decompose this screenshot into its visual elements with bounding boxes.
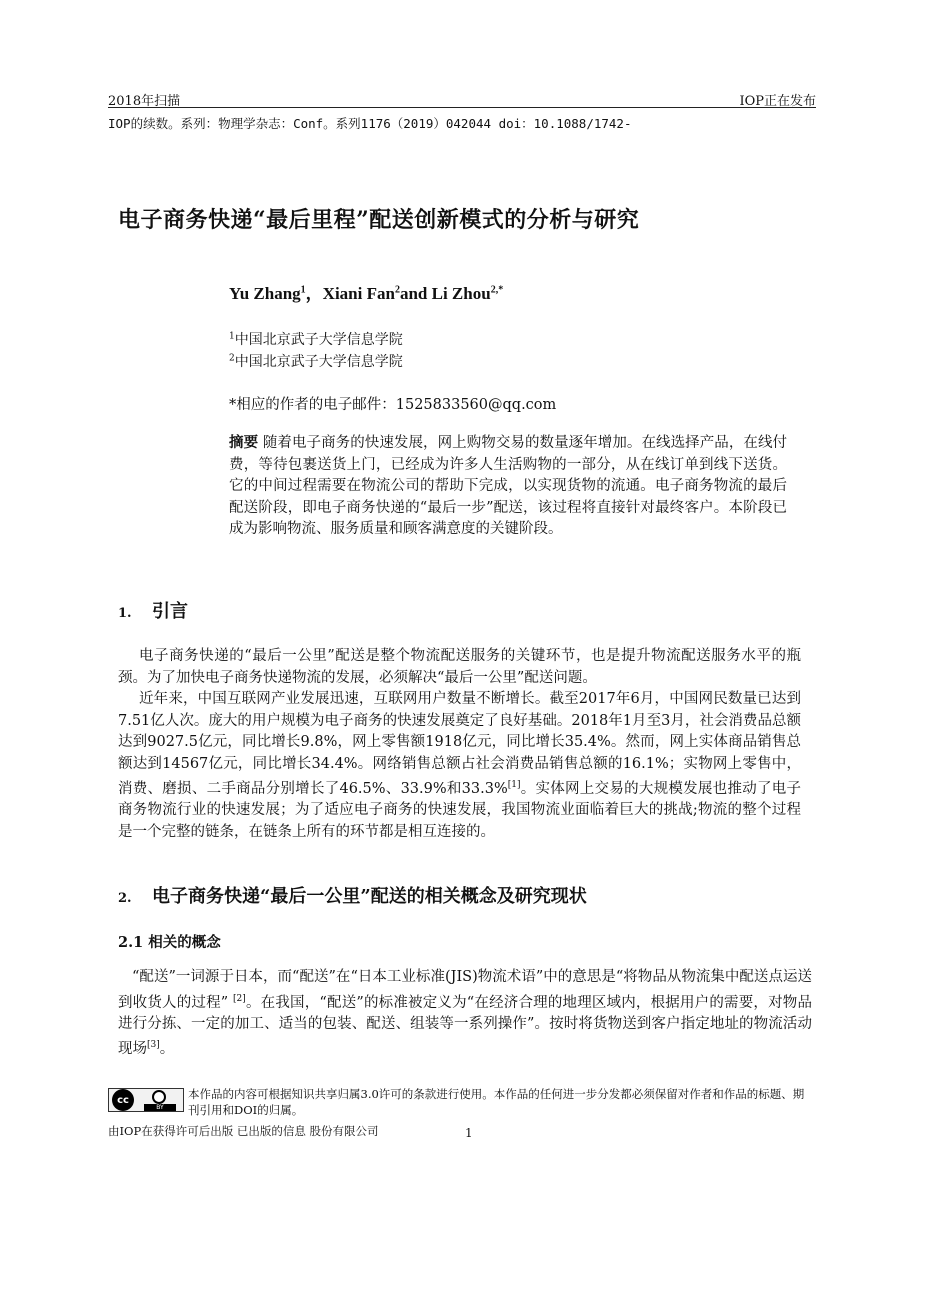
by-icon (138, 1089, 182, 1111)
section-2-1-heading: 2.1 相关的概念 (118, 934, 221, 951)
affiliation-2 (229, 351, 403, 371)
by-label: BY (144, 1104, 176, 1111)
cc-icon: cc (112, 1089, 134, 1111)
section-2-1-paragraph (118, 967, 812, 1061)
paper-title: 电子商务快递“最后里程”配送创新模式的分析与研究 (118, 207, 640, 233)
affiliation-1-sup: 1 (229, 331, 235, 342)
affiliation-2-sup: 2 (229, 353, 235, 364)
author-2: Xiani Fan (322, 284, 395, 303)
section-1-paragraph-2-rest: 。实体网上交易的大规模发展也推动了电子商务物流行业的快速发展；为了适应电子商务的快速发展，我国物流业面临着巨大的挑战;物流的整个过程是一个完整的链条，在链条上所有的环节都是相互连接的。 (118, 780, 801, 840)
section-2-heading (118, 882, 587, 908)
header-right: IOP正在发布 (739, 94, 816, 109)
author-1-sup: 1 (300, 284, 306, 296)
abstract-label: 摘要 (229, 434, 259, 451)
page-number: 1 (465, 1126, 473, 1140)
author-and: and (399, 284, 432, 303)
author-separator: ， (305, 284, 323, 303)
author-3: Li Zhou (431, 284, 491, 303)
publisher-line: 由IOP在获得许可后出版 已出版的信息 股份有限公司 (108, 1124, 379, 1138)
section-1-paragraph-1: 电子商务快递的“最后一公里”配送是整个物流配送服务的关键环节，也是提升物流配送服务水平的瓶颈。为了加快电子商务快递物流的发展，必须解决“最后一公里”配送问题。 (118, 648, 801, 686)
header-left: 2018年扫描 (108, 94, 181, 109)
section-2-title: 电子商务快递“最后一公里”配送的相关概念及研究现状 (152, 886, 587, 907)
section-2-number: 2. (118, 891, 132, 906)
affiliation-1 (229, 329, 403, 349)
author-2-sup: 2 (394, 284, 400, 296)
section-1-title: 引言 (152, 601, 188, 622)
section-1-paragraph-2 (118, 689, 801, 843)
affiliation-2-text: 中国北京武子大学信息学院 (234, 354, 403, 370)
section-1-heading (118, 597, 188, 623)
author-list (229, 279, 503, 304)
section-2-1-text-end: 。 (159, 1041, 175, 1058)
author-3-sup: 2,* (490, 284, 504, 296)
reference-3: [3] (147, 1040, 160, 1051)
affiliation-1-text: 中国北京武子大学信息学院 (234, 332, 403, 348)
section-1-number: 1. (118, 606, 132, 621)
abstract (229, 432, 787, 541)
citation-line: IOP的续数。系列：物理学杂志：Conf。系列1176（2019）042044 doi：10.1088/1742- (108, 116, 632, 131)
reference-1: [1] (507, 780, 521, 790)
section-2-1-text-mid: 。在我国，“配送”的标准被定义为“在经济合理的地理区域内，根据用户的需要，对物品进行分拣、一定的加工、适当的包装、配送、组装等一系列操作”。按时将货物送到客户指定地址的物流活动现场 (118, 994, 812, 1058)
corresponding-email: *相应的作者的电子邮件：1525833560@qq.com (229, 397, 557, 413)
section-2-1-text: “配送”一词源于日本，而“配送”在“日本工业标准(JIS)物流术语”中的意思是“将物品从物流集中配送点运送到收货人的过程” (118, 969, 812, 1011)
license-text: 本作品的内容可根据知识共享归属3.0许可的条款进行使用。本作品的任何进一步分发都必须保留对作者和作品的标题、期刊引用和DOI的归属。 (188, 1087, 805, 1117)
person-icon (152, 1090, 166, 1104)
cc-by-badge (108, 1088, 184, 1112)
abstract-text: 随着电子商务的快速发展，网上购物交易的数量逐年增加。在线选择产品，在线付费，等待包裹送货上门，已经成为许多人生活购物的一部分，从在线订单到线下送货。它的中间过程需要在物流公司的帮助下完成，以实现货物的流通。电子商务物流的最后配送阶段，即电子商务快递的“最后一步”配送，该过程将直接针对最终客户。本阶段已成为影响物流、服务质量和顾客满意度的关键阶段。 (229, 435, 788, 538)
reference-2: [2] (233, 993, 246, 1004)
header-rule (108, 107, 816, 108)
author-1: Yu Zhang (229, 284, 301, 303)
section-1-paragraph-2-text: 近年来，中国互联网产业发展迅速，互联网用户数量不断增长。截至2017年6月，中国网民数量已达到7.51亿人次。庞大的用户规模为电子商务的快速发展奠定了良好基础。2018年1月至3月，社会消费品总额达到9027.5亿元，同比增长9.8%，网上零售额1918亿元，同比增长35.4%。然而，网上实体商品销售总额达到14567亿元，同比增长34.4%。网络销售总额占社会消费品销售总额的16.1%；实物网上零售中，消费、磨损、二手商品分别增长了46.5%、33.9%和33.3% (118, 691, 801, 797)
